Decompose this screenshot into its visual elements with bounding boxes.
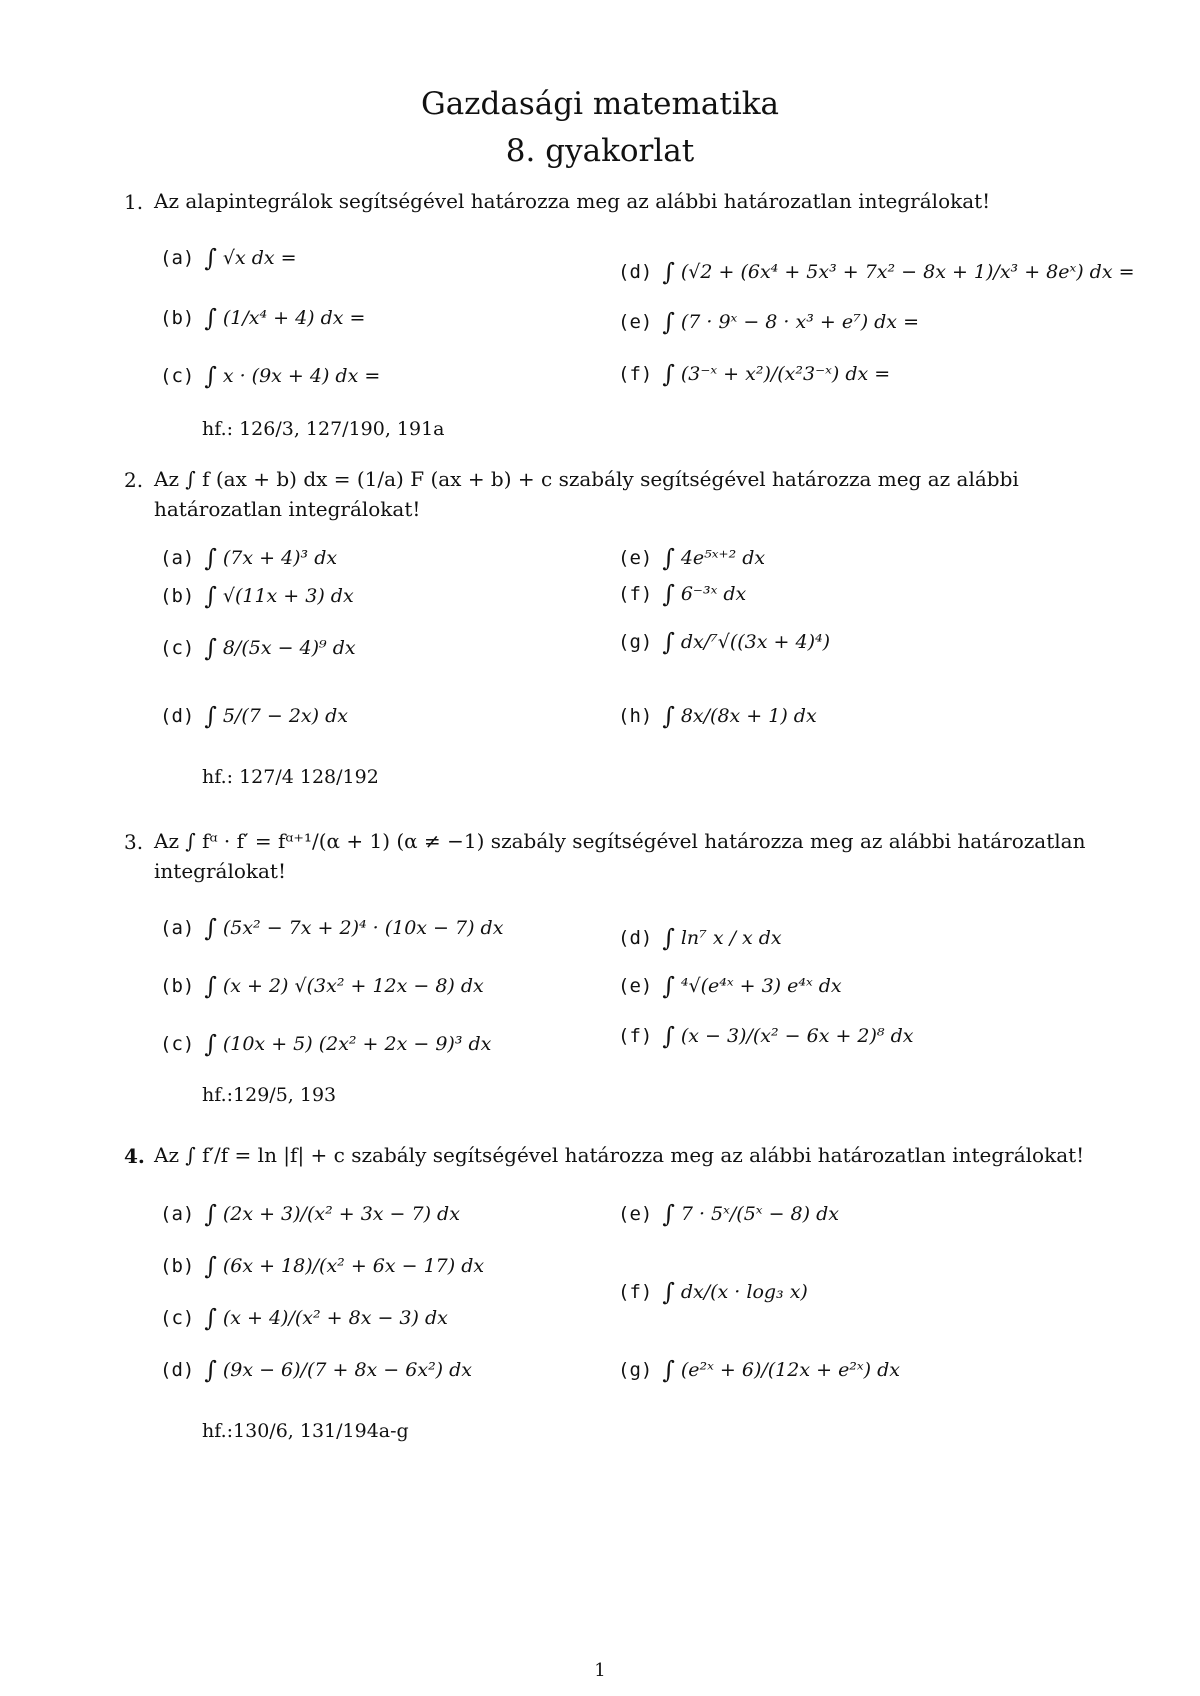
item-label: (f) [618,583,653,605]
item-label: (a) [160,547,195,569]
exercise-item [618,1022,913,1050]
exercise-item [160,972,484,1000]
exercise-item [160,304,365,332]
item-label: (f) [618,1025,653,1047]
item-expression: 6⁻³ˣ dx [680,583,747,605]
item-expression: (1/x⁴ + 4) dx = [222,307,366,329]
item-expression: (7x + 4)³ dx [222,547,338,569]
integral-sign: ∫ [662,1200,675,1228]
integral-sign: ∫ [662,924,675,952]
exercise-item [618,580,746,608]
integral-sign: ∫ [204,1200,217,1228]
item-label: (d) [160,1359,195,1381]
item-expression: x · (9x + 4) dx = [222,365,381,387]
exercise-item [160,1200,460,1228]
section-number: 1. [124,190,144,214]
integral-sign: ∫ [662,308,675,336]
section-instruction: Az ∫ f′/f = ln |f| + c szabály segítségével határozza meg az alábbi határozatlan integrálokat! [154,1143,1085,1167]
section-instruction: Az ∫ fᵅ · f′ = fᵅ⁺¹/(α + 1) (α ≠ −1) szabály segítségével határozza meg az alábbi határozatlan integrálokat! [154,829,1086,883]
item-label: (f) [618,363,653,385]
exercise-item [618,972,842,1000]
homework-note: hf.:130/6, 131/194a-g [202,1420,409,1442]
exercise-item [618,924,782,952]
item-expression: (x + 4)/(x² + 8x − 3) dx [222,1307,448,1329]
exercise-item [160,1252,484,1280]
item-label: (d) [160,705,195,727]
integral-sign: ∫ [662,544,675,572]
item-expression: (3⁻ˣ + x²)/(x²3⁻ˣ) dx = [680,363,891,385]
exercise-item [160,634,356,662]
item-expression: 4e⁵ˣ⁺² dx [680,547,766,569]
item-label: (g) [618,1359,653,1381]
item-expression: ln⁷ x / x dx [680,927,782,949]
item-expression: dx/⁷√((3x + 4)⁴) [680,631,831,653]
exercise-item [160,362,380,390]
page-number: 1 [594,1660,606,1681]
item-label: (e) [618,975,653,997]
item-expression: 8x/(8x + 1) dx [680,705,817,727]
exercise-item [618,1356,900,1384]
integral-sign: ∫ [204,1356,217,1384]
page-subtitle: 8. gyakorlat [505,133,695,169]
integral-sign: ∫ [662,628,675,656]
item-expression: √(11x + 3) dx [222,585,354,607]
integral-sign: ∫ [204,914,217,942]
item-label: (d) [618,261,653,283]
integral-sign: ∫ [662,1356,675,1384]
item-expression: (√2 + (6x⁴ + 5x³ + 7x² − 8x + 1)/x³ + 8eˣ) dx = [680,261,1135,283]
exercise-item [618,308,919,336]
item-expression: ⁴√(e⁴ˣ + 3) e⁴ˣ dx [680,975,842,997]
integral-sign: ∫ [204,1252,217,1280]
exercise-item [618,360,890,388]
exercise-item [618,628,830,656]
item-label: (c) [160,637,195,659]
item-expression: (7 · 9ˣ − 8 · x³ + e⁷) dx = [680,311,919,333]
integral-sign: ∫ [204,1304,217,1332]
exercise-item [618,1200,839,1228]
item-expression: 5/(7 − 2x) dx [222,705,348,727]
integral-sign: ∫ [662,972,675,1000]
item-label: (b) [160,307,195,329]
integral-sign: ∫ [204,702,217,730]
item-label: (b) [160,975,195,997]
item-expression: (2x + 3)/(x² + 3x − 7) dx [222,1203,460,1225]
item-label: (f) [618,1281,653,1303]
item-label: (g) [618,631,653,653]
item-label: (a) [160,1203,195,1225]
integral-sign: ∫ [662,702,675,730]
section-instruction: Az alapintegrálok segítségével határozza meg az alábbi határozatlan integrálokat! [154,189,991,213]
integral-sign: ∫ [662,580,675,608]
item-label: (a) [160,247,195,269]
homework-note: hf.: 126/3, 127/190, 191a [202,418,445,440]
integral-sign: ∫ [204,972,217,1000]
item-expression: 8/(5x − 4)⁹ dx [222,637,356,659]
item-expression: (9x − 6)/(7 + 8x − 6x²) dx [222,1359,473,1381]
exercise-item [618,702,817,730]
item-label: (h) [618,705,653,727]
item-expression: 7 · 5ˣ/(5ˣ − 8) dx [680,1203,839,1225]
item-label: (c) [160,1033,195,1055]
item-label: (c) [160,365,195,387]
exercise-item [618,1278,808,1306]
exercise-item [160,244,297,272]
integral-sign: ∫ [204,1030,217,1058]
item-label: (e) [618,311,653,333]
page-title: Gazdasági matematika [420,86,780,122]
homework-note: hf.:129/5, 193 [202,1084,337,1106]
item-expression: (10x + 5) (2x² + 2x − 9)³ dx [222,1033,492,1055]
item-expression: (5x² − 7x + 2)⁴ · (10x − 7) dx [222,917,504,939]
integral-sign: ∫ [204,582,217,610]
integral-sign: ∫ [204,244,217,272]
item-expression: dx/(x · log₃ x) [680,1281,808,1303]
integral-sign: ∫ [204,362,217,390]
item-label: (e) [618,1203,653,1225]
exercise-item [160,1030,491,1058]
integral-sign: ∫ [204,304,217,332]
exercise-item [618,544,765,572]
item-expression: √x dx = [222,247,297,269]
homework-note: hf.: 127/4 128/192 [202,766,379,788]
integral-sign: ∫ [662,1278,675,1306]
item-expression: (x − 3)/(x² − 6x + 2)⁸ dx [680,1025,914,1047]
integral-sign: ∫ [662,258,675,286]
item-label: (a) [160,917,195,939]
item-expression: (x + 2) √(3x² + 12x − 8) dx [222,975,484,997]
integral-sign: ∫ [662,1022,675,1050]
item-label: (b) [160,585,195,607]
item-expression: (6x + 18)/(x² + 6x − 17) dx [222,1255,485,1277]
integral-sign: ∫ [662,360,675,388]
exercise-item [618,258,1135,286]
item-label: (e) [618,547,653,569]
section-number: 3. [124,830,144,854]
section-number: 4. [124,1144,145,1168]
exercise-item [160,1356,472,1384]
exercise-item [160,544,337,572]
item-expression: (e²ˣ + 6)/(12x + e²ˣ) dx [680,1359,901,1381]
item-label: (b) [160,1255,195,1277]
item-label: (d) [618,927,653,949]
item-label: (c) [160,1307,195,1329]
exercise-item [160,702,348,730]
integral-sign: ∫ [204,544,217,572]
section-number: 2. [124,468,144,492]
section-instruction: Az ∫ f (ax + b) dx = (1/a) F (ax + b) + c szabály segítségével határozza meg az alábbi határozatlan integrálokat! [154,467,1019,521]
exercise-item [160,1304,448,1332]
integral-sign: ∫ [204,634,217,662]
exercise-item [160,582,354,610]
exercise-item [160,914,503,942]
